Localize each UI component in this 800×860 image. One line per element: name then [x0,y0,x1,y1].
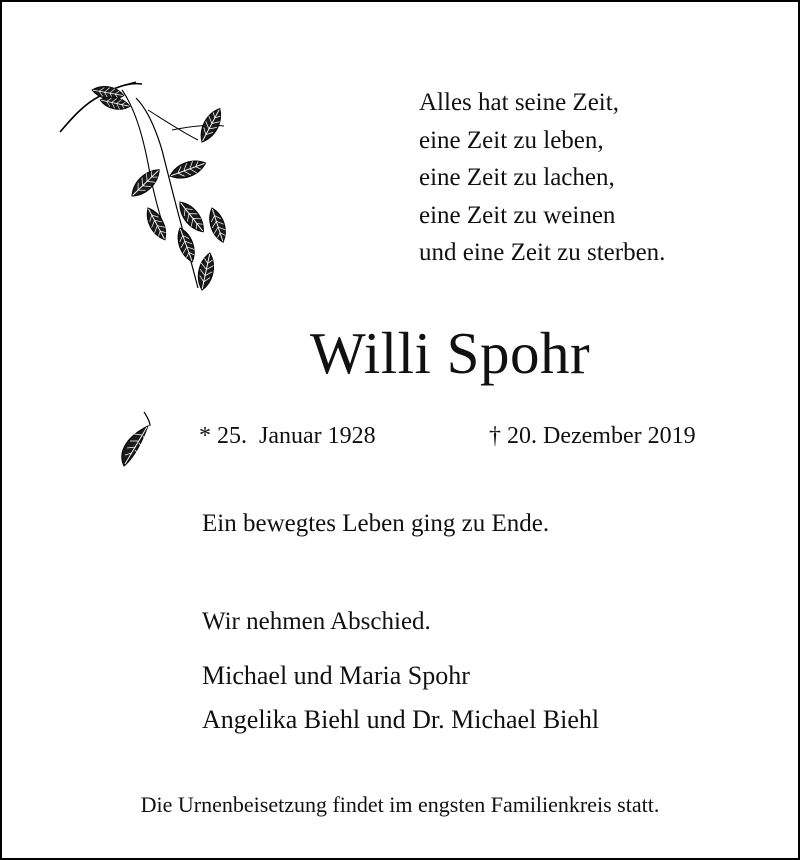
farewell-statement: Wir nehmen Abschied. [202,608,431,635]
birth-date: * 25. Januar 1928 [199,423,376,449]
poem-line: und eine Zeit zu sterben. [419,239,666,266]
deceased-name: Willi Spohr [310,320,591,386]
poem-line: eine Zeit zu leben, [419,126,604,154]
mourner-name: Angelika Biehl und Dr. Michael Biehl [202,705,600,734]
poem-line: eine Zeit zu weinen [419,201,616,229]
single-leaf-icon [112,408,162,470]
poem-verse [419,84,665,272]
burial-notice: Die Urnenbeisetzung findet im engsten Familienkreis statt. [140,792,660,817]
life-statement: Ein bewegtes Leben ging zu Ende. [202,510,550,537]
mourner-name: Michael und Maria Spohr [202,661,470,690]
death-date: † 20. Dezember 2019 [489,423,696,449]
poem-line: Alles hat seine Zeit, [419,89,619,116]
poem-line: eine Zeit zu lachen, [419,164,615,191]
birch-branch-icon [52,70,252,345]
